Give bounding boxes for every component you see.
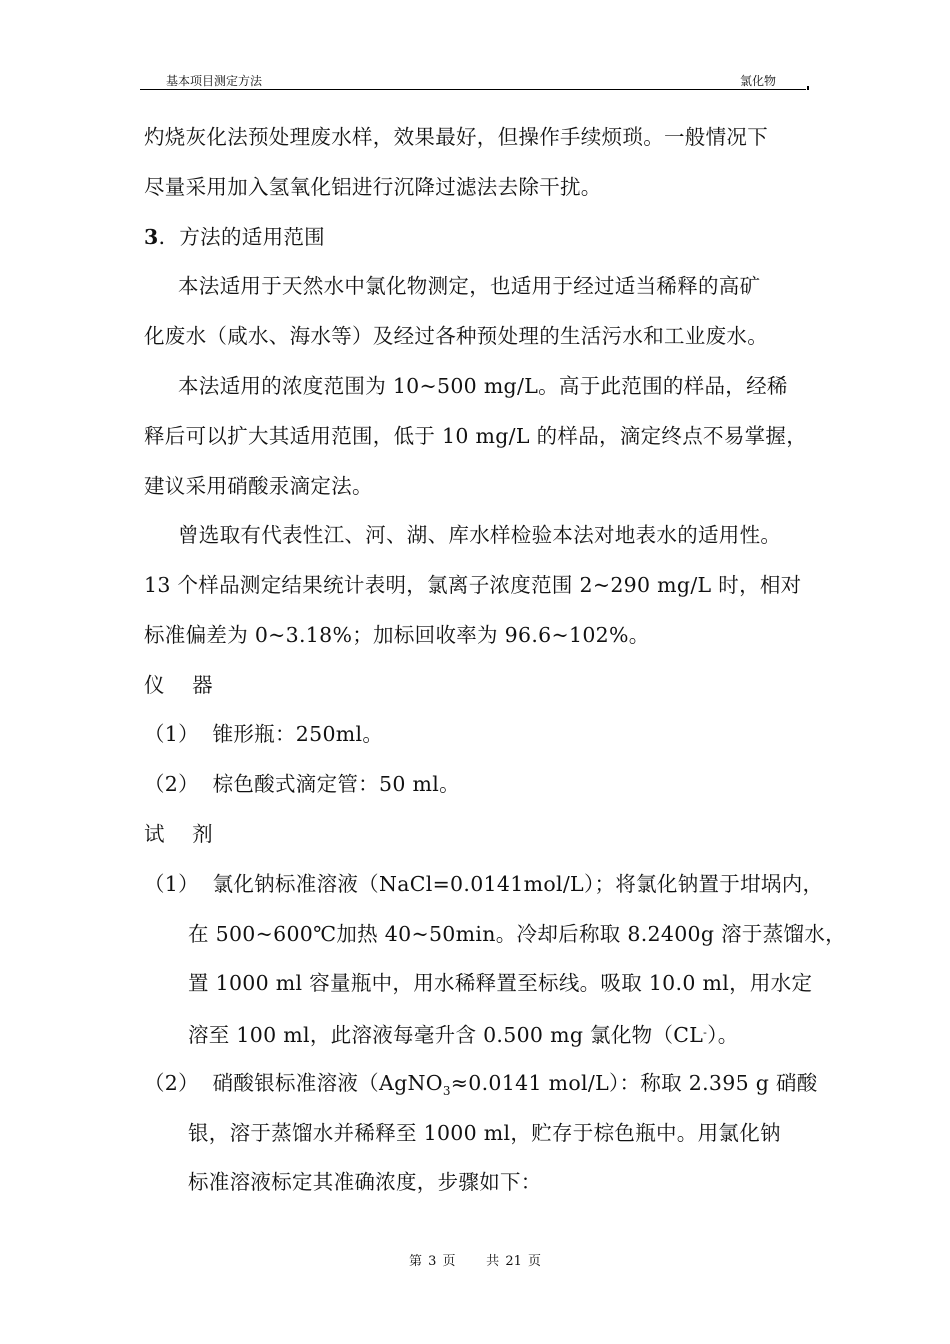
- reagent-item-2-end: ≈0.0141 mol/L）：称取 2.395 g 硝酸: [450, 1071, 818, 1095]
- text-line-9: 曾选取有代表性江、河、湖、库水样检验本法对地表水的适用性。: [178, 523, 782, 547]
- text-line-22: 标准溶液标定其准确浓度，步骤如下：: [188, 1170, 542, 1194]
- header-left-title: 基本项目测定方法: [166, 74, 263, 88]
- text-line-1: 灼烧灰化法预处理废水样，效果最好，但操作手续烦琐。一般情况下: [144, 125, 768, 149]
- section-title: ．方法的适用范围: [158, 225, 325, 249]
- reagent-item-2-main: （2） 硝酸银标准溶液（AgNO: [144, 1071, 443, 1095]
- text-line-11: 标准偏差为 0~3.18%；加标回收率为 96.6~102%。: [144, 623, 650, 647]
- instrument-item-1: （1） 锥形瓶：250ml。: [144, 722, 384, 746]
- section-number: 3: [144, 225, 159, 249]
- text-line-4: 本法适用于天然水中氯化物测定，也适用于经过适当稀释的高矿: [178, 274, 761, 298]
- text-line-19: [188, 1021, 739, 1047]
- text-line-2: 尽量采用加入氢氧化铝进行沉降过滤法去除干扰。: [144, 175, 602, 199]
- text-line-18: 置 1000 ml 容量瓶中，用水稀释置至标线。吸取 10.0 ml，用水定: [188, 971, 813, 995]
- reagent-item-1: （1） 氯化钠标准溶液（NaCl=0.0141mol/L）；将氯化钠置于坩埚内，: [144, 872, 824, 896]
- nitrate-subscript: 3: [442, 1084, 451, 1098]
- header-rule-tick: [807, 86, 809, 90]
- text-line-7: 释后可以扩大其适用范围，低于 10 mg/L 的样品，滴定终点不易掌握，: [144, 424, 808, 448]
- section-heading-reagents: 试 剂: [144, 822, 213, 846]
- instrument-item-2: （2） 棕色酸式滴定管：50 ml。: [144, 772, 460, 796]
- text-line-6: 本法适用的浓度范围为 10~500 mg/L。高于此范围的样品，经稀: [178, 374, 788, 398]
- chloride-superscript: -: [703, 1026, 708, 1039]
- text-line-19-main: 溶至 100 ml，此溶液每毫升含 0.500 mg 氯化物（CL: [188, 1023, 704, 1047]
- header-right-title: 氯化物: [739, 74, 776, 88]
- text-line-21: 银，溶于蒸馏水并稀释至 1000 ml，贮存于棕色瓶中。用氯化钠: [188, 1121, 781, 1145]
- text-line-5: 化废水（咸水、海水等）及经过各种预处理的生活污水和工业废水。: [144, 324, 768, 348]
- text-line-19-end: ）。: [707, 1023, 739, 1047]
- text-line-10: 13 个样品测定结果统计表明，氯离子浓度范围 2~290 mg/L 时，相对: [144, 573, 802, 597]
- section-heading-instruments: 仪 器: [144, 673, 213, 697]
- section-heading-scope: [144, 225, 325, 249]
- page-header: [140, 72, 806, 90]
- text-line-17: 在 500~600℃加热 40~50min。冷却后称取 8.2400g 溶于蒸馏水，: [188, 922, 846, 946]
- text-line-8: 建议采用硝酸汞滴定法。: [144, 474, 373, 498]
- reagent-item-2: [144, 1071, 818, 1103]
- page-footer: 第 3 页 共 21 页: [408, 1254, 541, 1269]
